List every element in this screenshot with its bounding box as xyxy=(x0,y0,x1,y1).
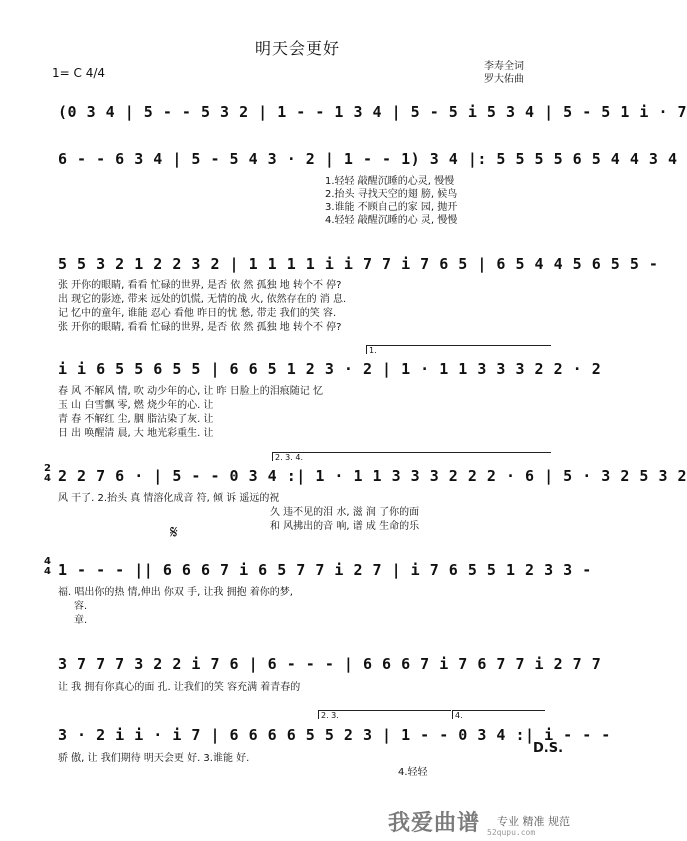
site-logo: 我爱曲谱 xyxy=(388,811,481,836)
credits xyxy=(484,60,524,86)
lyric-line: 4.轻轻 敲醒沉睡的心 灵, 慢慢 xyxy=(325,215,458,226)
timesig-bottom: 4 xyxy=(44,566,51,577)
lyric-line: 张 开你的眼睛, 看看 忙碌的世界, 是否 依 然 孤独 地 转个不 停? xyxy=(58,322,342,333)
lyric-line: 春 风 不解风 情, 吹 动少年的心, 让 昨 日脸上的泪痕随记 忆 xyxy=(58,386,323,397)
lyric-line: 青 春 不解红 尘, 胭 脂沾染了灰. 让 xyxy=(58,414,214,425)
timesig-bottom: 4 xyxy=(44,473,51,484)
lyric-line: 1.轻轻 敲醒沉睡的心灵, 慢慢 xyxy=(325,176,455,187)
staff-line-8: 3 · 2 i i · i 7 | 6 6 6 6 5 5 2 3 | 1 - - 0 3 4 :| i - - - xyxy=(58,726,611,744)
dal-segno-mark: D.S. xyxy=(533,741,564,756)
staff-line-7: 3 7 7 7 3 2 2 i 7 6 | 6 - - - | 6 6 6 7 i 7 6 7 7 i 2 7 7 xyxy=(58,655,602,673)
staff-line-5: 2 2 7 6 · | 5 - - 0 3 4 :| 1 · 1 1 3 3 3 2 2 2 · 6 | 5 · 3 2 5 3 2 xyxy=(58,467,687,485)
lyric-line: 玉 山 白雪飘 零, 燃 烧少年的心. 让 xyxy=(58,400,214,411)
lyric-line: 容. xyxy=(74,601,88,612)
lyric-line: 让 我 拥有你真心的面 孔. 让我们的笑 容充满 着青春的 xyxy=(58,682,301,693)
lyric-line: 日 出 唤醒清 晨, 大 地光彩重生. 让 xyxy=(58,428,214,439)
staff-line-4: i i 6 5 5 6 5 5 | 6 6 5 1 2 3 · 2 | 1 · 1 1 3 3 3 2 2 · 2 xyxy=(58,360,602,378)
volta-first-ending: 1. xyxy=(366,345,551,354)
segno-icon: 𝄋 xyxy=(170,522,178,543)
lyric-line: 张 开你的眼睛, 看看 忙碌的世界, 是否 依 然 孤独 地 转个不 停? xyxy=(58,280,342,291)
lyric-line: 记 忆中的童年, 谁能 忍心 看他 昨日的忧 愁, 带走 我们的笑 容. xyxy=(58,308,337,319)
lyric-line: 风 干了. 2.抬头 真 情溶化成音 符, 倾 诉 遥远的祝 xyxy=(58,493,280,504)
lyric-line: 出 现它的影迹, 带来 远处的饥慌, 无情的战 火, 依然存在的 消 息. xyxy=(58,294,347,305)
staff-line-6: 1 - - - || 6 6 6 7 i 6 5 7 7 i 2 7 | i 7 6 5 5 1 2 3 3 - xyxy=(58,561,592,579)
timesig-top: 2 xyxy=(44,463,51,474)
volta-endings-2-3: 2. 3. xyxy=(318,710,451,719)
timesig-top: 4 xyxy=(44,556,51,567)
lyricist: 李寿全词 xyxy=(484,61,524,72)
lyric-line: 骄 傲, 让 我们期待 明天会更 好. 3.谁能 好. xyxy=(58,753,250,764)
site-url: 52qupu.com xyxy=(487,828,536,837)
staff-line-3: 5 5 3 2 1 2 2 3 2 | 1 1 1 1 i i 7 7 i 7 6 5 | 6 5 4 4 5 6 5 5 - xyxy=(58,255,659,273)
song-title: 明天会更好 xyxy=(254,39,340,58)
time-signature-2-4 xyxy=(44,464,51,484)
volta-ending-4: 4. xyxy=(452,710,545,719)
composer: 罗大佑曲 xyxy=(484,74,524,85)
key-signature: 1= C 4/4 xyxy=(52,66,106,80)
lyric-line: 章. xyxy=(74,615,88,626)
lyric-line: 3.谁能 不顾自己的家 园, 抛开 xyxy=(325,202,458,213)
lyric-line: 久 违不见的泪 水, 滋 润 了你的面 xyxy=(270,507,420,518)
volta-later-endings: 2. 3. 4. xyxy=(272,452,551,461)
time-signature-4-4 xyxy=(44,557,51,577)
lyric-line: 4.轻轻 xyxy=(398,767,428,778)
staff-line-1: (0 3 4 | 5 - - 5 3 2 | 1 - - 1 3 4 | 5 - 5 i 5 3 4 | 5 - 5 1 i · 7 xyxy=(58,103,687,121)
site-tagline: 专业 精准 规范 xyxy=(497,815,570,828)
lyric-line: 2.抬头 寻找天空的翅 膀, 候鸟 xyxy=(325,189,458,200)
staff-line-2: 6 - - 6 3 4 | 5 - 5 4 3 · 2 | 1 - - 1) 3 4 |: 5 5 5 5 6 5 4 4 3 4 xyxy=(58,150,678,168)
lyric-line: 和 风拂出的音 响, 谱 成 生命的乐 xyxy=(270,521,420,532)
lyric-line: 福. 唱出你的热 情,伸出 你双 手, 让我 拥抱 着你的梦, xyxy=(58,587,293,598)
